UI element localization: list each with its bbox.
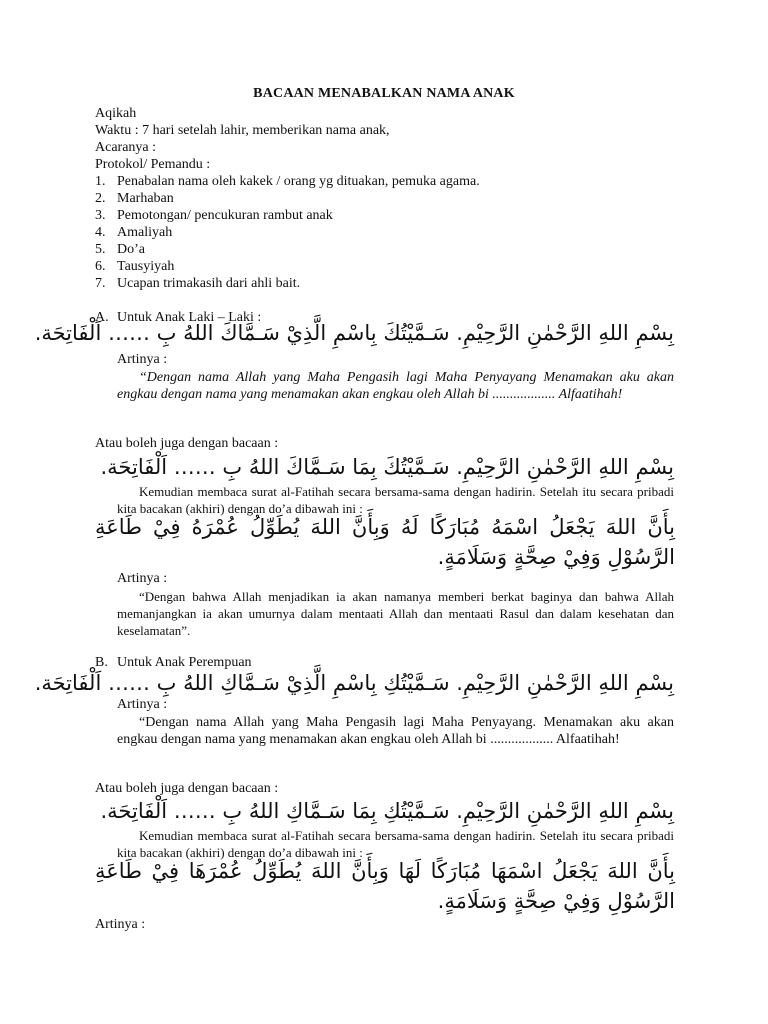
section-a-arabic-doa: بِأَنَّ اللهَ يَجْعَلُ اسْمَهُ مُبَارَكًا لَهُ وَبِأَنَّ اللهَ يُطَوِّلُ عُمْرَهُ فِيْ طَاعَةِ الرَّسُوْلِ وَفِيْ صِحَّةٍ وَسَلَامَةٍ. xyxy=(95,515,675,569)
section-b-title: Untuk Anak Perempuan xyxy=(117,655,252,670)
page-title: BACAAN MENABALKAN NAMA ANAK xyxy=(253,86,515,101)
list-number: 2. xyxy=(95,191,106,206)
list-number: 7. xyxy=(95,276,106,291)
section-a-atau: Atau boleh juga dengan bacaan : xyxy=(95,436,279,451)
section-a-label: A. xyxy=(95,310,109,325)
section-b-arabic-doa: بِأَنَّ اللهَ يَجْعَلُ اسْمَهَا مُبَارَكًا لَهَا وَبِأَنَّ اللهَ يُطَوِّلُ عُمْرَهَا فِيْ طَاعَةِ الرَّسُوْلِ وَفِيْ صِحَّةٍ وَسَلَامَةٍ. xyxy=(95,859,675,913)
section-a-kemudian: Kemudian membaca surat al-Fatihah secara bersama-sama dengan hadirin. Setelah itu secara pribadi kita bacakan (akhiri) dengan do’a dibawah ini : xyxy=(117,484,674,516)
list-text: Ucapan trimakasih dari ahli bait. xyxy=(117,276,301,291)
list-item xyxy=(95,242,145,258)
list-number: 1. xyxy=(95,174,106,189)
list-item xyxy=(95,174,480,190)
section-b-atau: Atau boleh juga dengan bacaan : xyxy=(95,781,279,796)
list-number: 5. xyxy=(95,242,106,257)
list-item xyxy=(95,259,174,275)
list-item xyxy=(95,225,172,241)
list-item xyxy=(95,208,333,224)
aqikah-label: Aqikah xyxy=(95,106,137,121)
list-number: 3. xyxy=(95,208,106,223)
section-b-arabic-alt: بِسْمِ اللهِ الرَّحْمٰنِ الرَّحِيْمِ. سَـمَّيْتُكِ بِمَا سَـمَّاكِ اللهُ بِ …… اَلْفَاتِحَة. xyxy=(100,799,674,823)
section-b-meaning: “Dengan nama Allah yang Maha Pengasih lagi Maha Penyayang. Menamakan aku akan engkau dengan nama yang menamakan akan engkau oleh Allah bi .................. Alfaatihah! xyxy=(117,715,674,747)
section-a-arabic-alt: بِسْمِ اللهِ الرَّحْمٰنِ الرَّحِيْمِ. سَـمَّيْتُكَ بِمَا سَـمَّاكَ اللهُ بِ …… اَلْفَاتِحَة. xyxy=(100,455,674,479)
list-text: Marhaban xyxy=(117,191,174,206)
section-a-artinya-doa: Artinya : xyxy=(117,571,168,586)
list-text: Do’a xyxy=(117,242,145,257)
list-item xyxy=(95,191,174,207)
section-a-meaning: “Dengan nama Allah yang Maha Pengasih lagi Maha Penyayang Menamakan aku akan engkau dengan nama yang menamakan akan engkau oleh Allah bi .................. Alfaatihah! xyxy=(117,370,674,402)
list-text: Amaliyah xyxy=(117,225,173,240)
section-b-arabic-naming: بِسْمِ اللهِ الرَّحْمٰنِ الرَّحِيْمِ. سَـمَّيْتُكِ بِاسْمِ الَّذِيْ سَـمَّاكِ اللهُ بِ …… اَلْفَاتِحَة. xyxy=(34,671,674,695)
section-b-artinya-doa: Artinya : xyxy=(95,917,146,932)
list-number: 4. xyxy=(95,225,106,240)
list-item xyxy=(95,276,300,292)
list-text: Tausyiyah xyxy=(117,259,175,274)
list-number: 6. xyxy=(95,259,106,274)
section-b-kemudian: Kemudian membaca surat al-Fatihah secara bersama-sama dengan hadirin. Setelah itu secara pribadi kita bacakan (akhiri) dengan do’a dibawah ini : xyxy=(117,828,674,860)
section-a-meaning-doa: “Dengan bahwa Allah menjadikan ia akan namanya memberi berkat baginya dan bahwa Allah memanjangkan ia akan umurnya dalam mentaati Allah dan mentaati Rasul dan dalam kesehatan dan keselamatan”. xyxy=(117,589,674,638)
section-a-arabic-naming: بِسْمِ اللهِ الرَّحْمٰنِ الرَّحِيْمِ. سَـمَّيْتُكَ بِاسْمِ الَّذِيْ سَـمَّاكَ اللهُ بِ …… اَلْفَاتِحَة. xyxy=(34,321,674,345)
list-text: Pemotongan/ pencukuran rambut anak xyxy=(117,208,333,223)
section-b-label: B. xyxy=(95,655,108,670)
list-text: Penabalan nama oleh kakek / orang yg dituakan, pemuka agama. xyxy=(117,174,480,189)
acaranya-line: Acaranya : xyxy=(95,140,157,155)
section-b-heading xyxy=(95,655,252,671)
waktu-line: Waktu : 7 hari setelah lahir, memberikan nama anak, xyxy=(95,123,390,138)
section-a-artinya: Artinya : xyxy=(117,352,168,367)
section-b-artinya: Artinya : xyxy=(117,697,168,712)
protokol-line: Protokol/ Pemandu : xyxy=(95,157,211,172)
section-a-title: Untuk Anak Laki – Laki : xyxy=(117,310,262,325)
